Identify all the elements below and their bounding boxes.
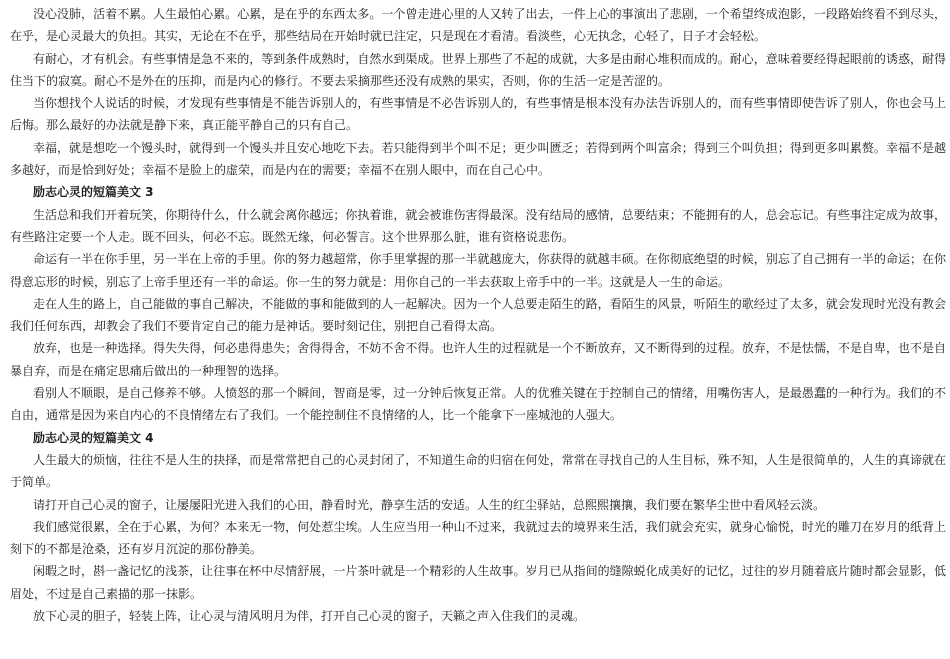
paragraph: 没心没肺，活着不累。人生最怕心累。心累，是在乎的东西太多。一个曾走进心里的人又转了出去，一件上心的事演出了悲剧，一个希望终成泡影，一段路始终看不到尽头，在乎，是心灵最大的负担。其实，无论在不在乎，那些结局在开始时就已注定，只是现在才看清。看淡些，心无执念，心轻了，日子才会轻松。	[10, 7, 946, 44]
paragraph: 人生最大的烦恼，往往不是人生的抉择，而是常常把自己的心灵封闭了，不知道生命的归宿在何处，常常在寻找自己的人生目标，殊不知，人生是很简单的，人生的真谛就在于简单。	[10, 452, 946, 490]
article-body	[10, 3, 946, 627]
paragraph: 当你想找个人说话的时候，才发现有些事情是不能告诉别人的，有些事情是不必告诉别人的，有些事情是根本没有办法告诉别人的，而有些事情即使告诉了别人，你也会马上后悔。那么最好的办法就是静下来，真正能平静自己的只有自己。	[10, 96, 946, 133]
paragraph: 生活总和我们开着玩笑，你期待什么，什么就会离你越远；你执着谁，就会被谁伤害得最深。没有结局的感情，总要结束；不能拥有的人，总会忘记。有些事注定成为故事，有些路注定要一个人走。既不回头，何必不忘。既然无缘，何必誓言。这个世界那么脏，谁有资格说悲伤。	[10, 207, 946, 244]
paragraph: 我们感觉很累，全在于心累，为何？本来无一物，何处惹尘埃。人生应当用一种山不过来，我就过去的境界来生活，我们就会充实，就身心愉悦，时光的雕刀在岁月的纸背上刻下的不都是沧桑，还有岁月沉淀的那份静美。	[10, 519, 946, 557]
section-heading: 励志心灵的短篇美文 4	[33, 430, 154, 445]
paragraph: 放下心灵的胆子，轻装上阵，让心灵与清风明月为伴，打开自己心灵的窗子，天籁之声入住我们的灵魂。	[33, 609, 586, 624]
paragraph: 有耐心，才有机会。有些事情是急不来的，等到条件成熟时，自然水到渠成。世界上那些了不起的成就，大多是由耐心堆积而成的。耐心，意味着要经得起眼前的诱惑，耐得住当下的寂寞。耐心不是外在的压抑，而是内心的修行。不要去采摘那些还没有成熟的果实，否则，你的生活一定是苦涩的。	[10, 51, 946, 88]
paragraph: 放弃，也是一种选择。得失失得，何必患得患失；舍得得舍，不妨不舍不得。也许人生的过程就是一个不断放弃，又不断得到的过程。放弃，不是怯懦，不是自卑，也不是自暴自弃，而是在痛定思痛后做出的一种理智的选择。	[10, 341, 946, 378]
paragraph: 幸福，就是想吃一个馒头时，就得到一个馒头并且安心地吃下去。若只能得到半个叫不足；更少叫匮乏；若得到两个叫富余；得到三个叫负担；得到更多叫累赘。幸福不是越多越好，而是恰到好处；幸福不是脸上的虚荣，而是内在的需要；幸福不在别人眼中，而在自己心中。	[10, 140, 946, 178]
paragraph: 闲暇之时，斟一盏记忆的浅茶，让往事在杯中尽情舒展，一片茶叶就是一个精彩的人生故事。岁月已从指间的缝隙蜕化成美好的记忆，过往的岁月随着底片随时都会显影，低眉处，不过是自己素描的那一抹影。	[10, 564, 946, 601]
paragraph: 请打开自己心灵的窗子，让屡屡阳光进入我们的心田，静看时光，静享生活的安适。人生的红尘驿站，总熙熙攘攘，我们要在繁华尘世中看风轻云淡。	[33, 497, 826, 512]
section-heading: 励志心灵的短篇美文 3	[33, 185, 154, 200]
paragraph: 命运有一半在你手里，另一半在上帝的手里。你的努力越超常，你手里掌握的那一半就越庞大，你获得的就越丰硕。在你彻底绝望的时候，别忘了自己拥有一半的命运；在你得意忘形的时候，别忘了上帝手里还有一半的命运。你一生的努力就是：用你自己的一半去获取上帝手中的一半。这就是人一生的命运。	[10, 252, 946, 289]
paragraph: 看别人不顺眼，是自己修养不够。人愤怒的那一个瞬间，智商是零，过一分钟后恢复正常。人的优雅关键在于控制自己的情绪，用嘴伤害人，是最愚蠢的一种行为。我们的不自由，通常是因为来自内心的不良情绪左右了我们。一个能控制住不良情绪的人，比一个能拿下一座城池的人强大。	[10, 386, 946, 423]
paragraph: 走在人生的路上，自己能做的事自己解决，不能做的事和能做到的人一起解决。因为一个人总要走陌生的路，看陌生的风景，听陌生的歌经过了太多，就会发现时光没有教会我们任何东西，却教会了我们不要肯定自己的能力是神话。要时刻记住，别把自己看得太高。	[10, 296, 946, 334]
